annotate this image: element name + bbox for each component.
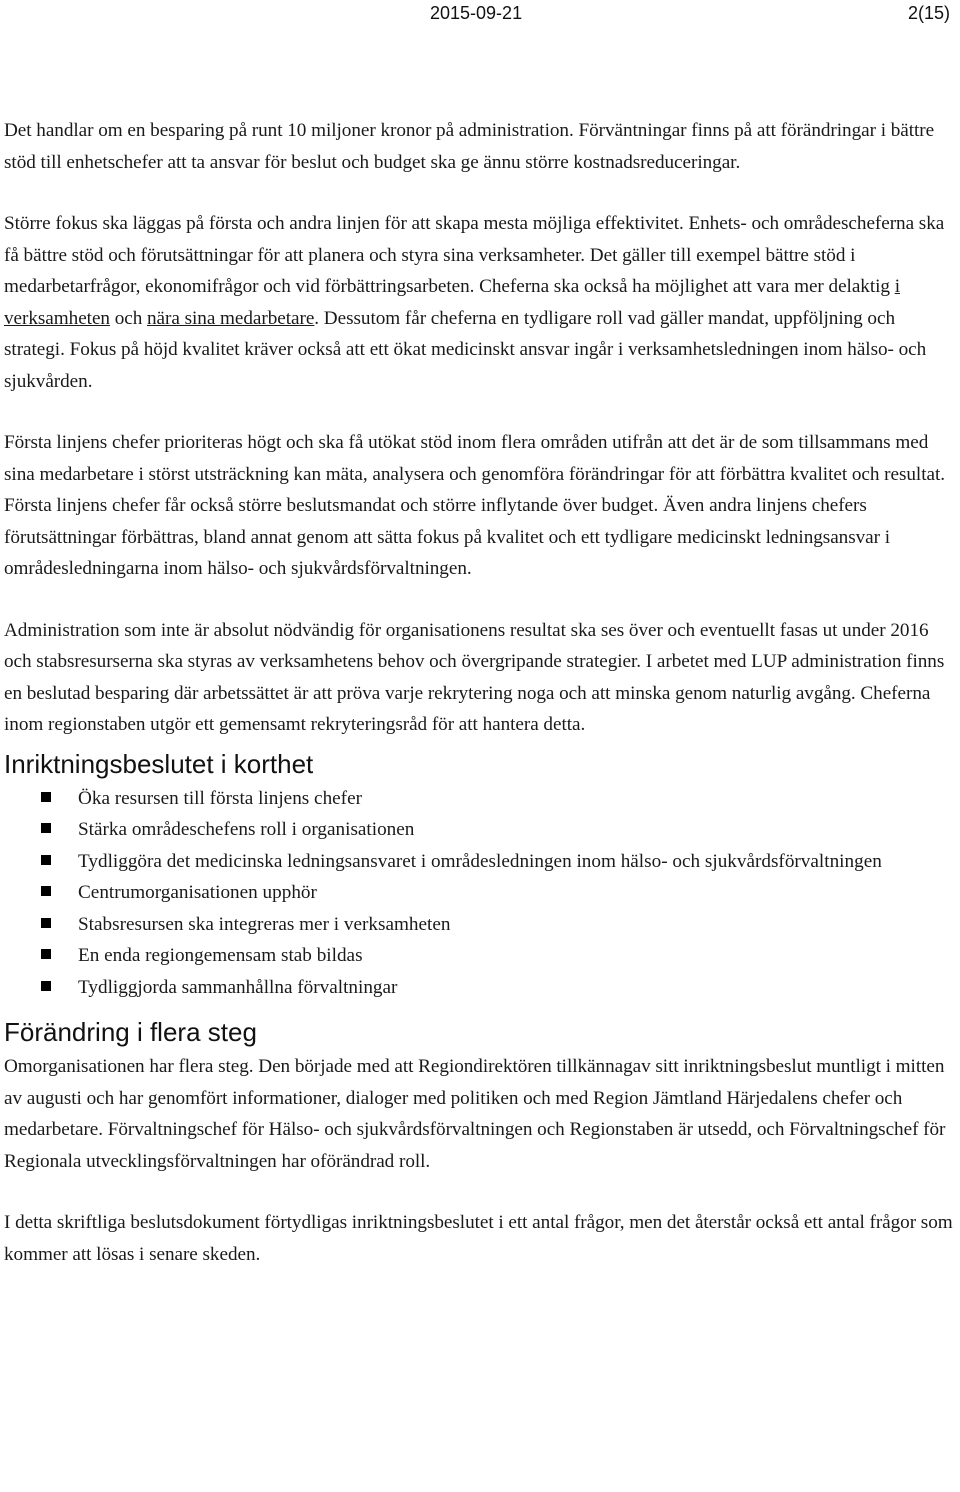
- square-bullet-icon: [41, 792, 51, 802]
- header-date: 2015-09-21: [430, 3, 523, 23]
- section-heading-change-steps: Förändring i flera steg: [4, 1017, 257, 1047]
- list-item-text: Tydliggöra det medicinska ledningsansvaret i områdesledningen inom hälso- och sjukvårdsförvaltningen: [78, 850, 882, 872]
- paragraph-first-line-managers: Första linjens chefer prioriteras högt och ska få utökat stöd inom flera områden utifrån att det är de som tillsammans med sina medarbetare i störst utsträckning kan mäta, analysera och genomföra förändringar för att förbättra kvalitet och resultat. Första linjens chefer får också större beslutsmandat och större inflytande över budget. Även andra linjens chefers förutsättningar förbättras, bland annat genom att sätta fokus på kvalitet och ett tydligare medicinskt ledningsansvar i områdesledningarna inom hälso- och sjukvårdsförvaltningen.: [4, 432, 945, 579]
- list-item: [4, 877, 956, 909]
- page-number: 2(15): [907, 3, 950, 23]
- square-bullet-icon: [41, 823, 51, 833]
- list-item-text: Centrumorganisationen upphör: [78, 882, 317, 903]
- summary-list: [4, 783, 956, 1004]
- document-body: [4, 115, 956, 1270]
- square-bullet-icon: [41, 981, 51, 991]
- paragraph-administration: Administration som inte är absolut nödvändig för organisationens resultat ska ses över och eventuellt fasas ut under 2016 och stabsresurserna ska styras av verksamhetens behov och övergripande strategier. I arbetet med LUP administration finns en beslutad besparing där arbetssättet är att pröva varje rekrytering noga och att minska genom naturlig avgång. Cheferna inom regionstaben utgör ett gemensamt rekryteringsråd för att hantera detta.: [4, 619, 945, 735]
- list-item-text: Tydliggjorda sammanhållna förvaltningar: [78, 976, 398, 998]
- list-item-text: Stabsresursen ska integreras mer i verksamheten: [78, 913, 451, 935]
- page-header: [0, 0, 960, 28]
- list-item: [4, 814, 956, 846]
- list-item-text: En enda regiongemensam stab bildas: [78, 945, 363, 966]
- section-heading-summary: Inriktningsbeslutet i korthet: [4, 748, 314, 779]
- list-item: [4, 909, 956, 941]
- list-item-text: Stärka områdeschefens roll i organisationen: [78, 819, 415, 840]
- list-item: [4, 846, 956, 878]
- square-bullet-icon: [41, 949, 51, 959]
- paragraph-reorganisation: Omorganisationen har flera steg. Den började med att Regiondirektören tillkännagav sitt inriktningsbeslut muntligt i mitten av augusti och har genomfört informationer, dialoger med politiken och med Region Jämtland Härjedalens chefer och medarbetare. Förvaltningschef för Hälso- och sjukvårdsförvaltningen och Regionstaben är utsedd, och Förvaltningschef för Regionala utvecklingsförvaltningen har oförändrad roll.: [4, 1056, 946, 1172]
- list-item: [4, 940, 956, 972]
- paragraph-decision-document: I detta skriftliga beslutsdokument förtydligas inriktningsbeslutet i ett antal frågor, men det återstår också ett antal frågor som kommer att lösas i senare skeden.: [4, 1212, 953, 1265]
- underlined-in-operations: i verksamheten: [4, 276, 900, 329]
- square-bullet-icon: [41, 918, 51, 928]
- paragraph-focus: [4, 208, 956, 397]
- list-item: [4, 972, 956, 1004]
- paragraph-focus-text-c: . Dessutom får cheferna en tydligare roll vad gäller mandat, uppföljning och strategi. Fokus på höjd kvalitet kräver också att ett ökat medicinskt ansvar ingår i verksamhetsledningen inom hälso- och sjukvården.: [4, 307, 927, 392]
- square-bullet-icon: [41, 855, 51, 865]
- paragraph-savings: Det handlar om en besparing på runt 10 miljoner kronor på administration. Förväntningar finns på att förändringar i bättre stöd till enhetschefer att ta ansvar för beslut och budget ska ge ännu större kostnadsreduceringar.: [4, 120, 935, 173]
- list-item: [4, 783, 956, 815]
- paragraph-focus-text-b: och: [109, 307, 148, 329]
- paragraph-focus-text-a: Större fokus ska läggas på första och andra linjen för att skapa mesta möjliga effektivitet. Enhets- och områdescheferna ska få bättre stöd och förutsättningar för att planera och styra sina verksamheter. Det gäller till exempel bättre stöd i medarbetarfrågor, ekonomifrågor och vid förbättringsarbeten. Cheferna ska också ha möjlighet att vara mer delaktig: [4, 213, 945, 297]
- list-item-text: Öka resursen till första linjens chefer: [78, 787, 362, 809]
- square-bullet-icon: [41, 886, 51, 896]
- underlined-near-employees: nära sina medarbetare: [147, 307, 315, 329]
